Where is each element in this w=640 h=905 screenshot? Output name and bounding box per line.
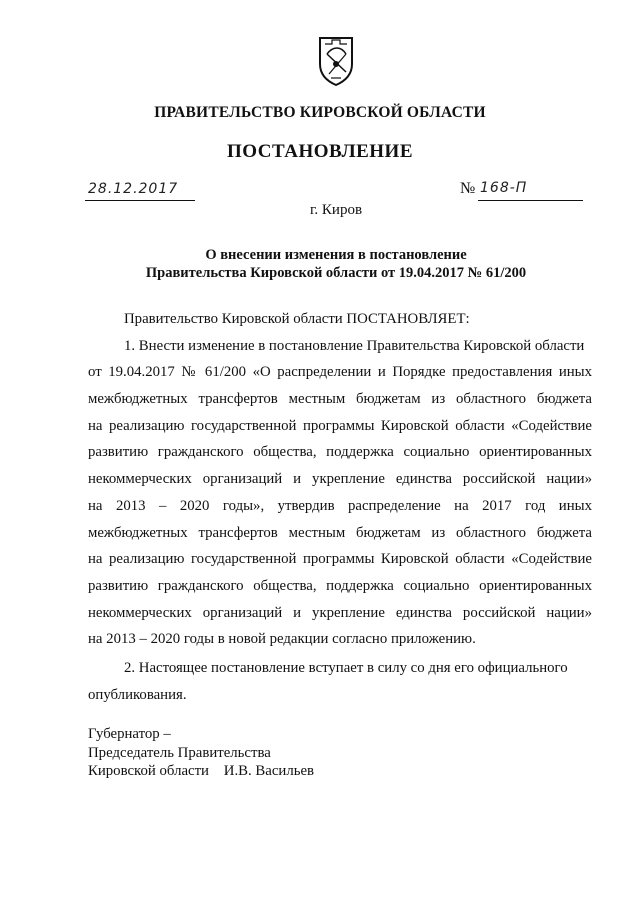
paragraph-line: опубликования.	[88, 686, 187, 703]
paragraph-line: от 19.04.2017 № 61/200 «О распределении и Порядке предоставления иных	[88, 364, 592, 381]
paragraph-line: 1. Внести изменение в постановление Правительства Кировской области	[124, 337, 585, 354]
paragraph-line: на реализацию государственной программы Кировской области «Содействие	[88, 417, 592, 434]
paragraph-line: на реализацию государственной программы Кировской области «Содействие	[88, 551, 592, 568]
paragraph-line: межбюджетных трансфертов местным бюджетам из областного бюджета	[88, 524, 592, 541]
subject-line: О внесении изменения в постановление	[205, 247, 467, 263]
signature-line: Губернатор –	[88, 726, 171, 742]
paragraph-line: межбюджетных трансфертов местным бюджетам из областного бюджета	[88, 391, 592, 408]
number-underline	[478, 200, 583, 201]
city: г. Киров	[309, 202, 363, 218]
document-body	[88, 306, 592, 708]
paragraph-line: на 2013 – 2020 годы», утвердив распределение на 2017 год иных	[88, 497, 592, 514]
government-title: ПРАВИТЕЛЬСТВО КИРОВСКОЙ ОБЛАСТИ	[154, 104, 486, 121]
paragraph-1	[88, 333, 592, 653]
document-type-title: ПОСТАНОВЛЕНИЕ	[226, 141, 414, 162]
signature-line: Кировской области И.В. Васильев	[88, 763, 315, 779]
signature-line: Председатель Правительства	[88, 744, 271, 761]
number-sign: №	[460, 180, 476, 197]
paragraph-line: некоммерческих организаций и укрепление единства российской нации»	[88, 604, 592, 621]
paragraph-line: некоммерческих организаций и укрепление единства российской нации»	[88, 471, 592, 488]
kirov-region-coat-of-arms-icon	[315, 34, 357, 86]
paragraph-line: развитию гражданского общества, поддержка социально ориентированных	[88, 577, 592, 594]
paragraph-line: развитию гражданского общества, поддержка социально ориентированных	[88, 444, 592, 461]
document-subject	[0, 246, 640, 282]
subject-line: Правительства Кировской области от 19.04.2017 № 61/200	[145, 265, 527, 281]
date-underline	[85, 200, 195, 201]
number-value: 168-П	[480, 180, 528, 196]
paragraph-2	[88, 655, 592, 708]
intro-line: Правительство Кировской области ПОСТАНОВЛЯЕТ:	[124, 311, 470, 327]
paragraph-line: 2. Настоящее постановление вступает в силу со дня его официального	[124, 659, 568, 676]
document-date: 28.12.2017	[88, 181, 179, 197]
document-number	[460, 180, 528, 198]
signature-block	[88, 725, 314, 781]
paragraph-line: на 2013 – 2020 годы в новой редакции согласно приложению.	[88, 631, 476, 648]
